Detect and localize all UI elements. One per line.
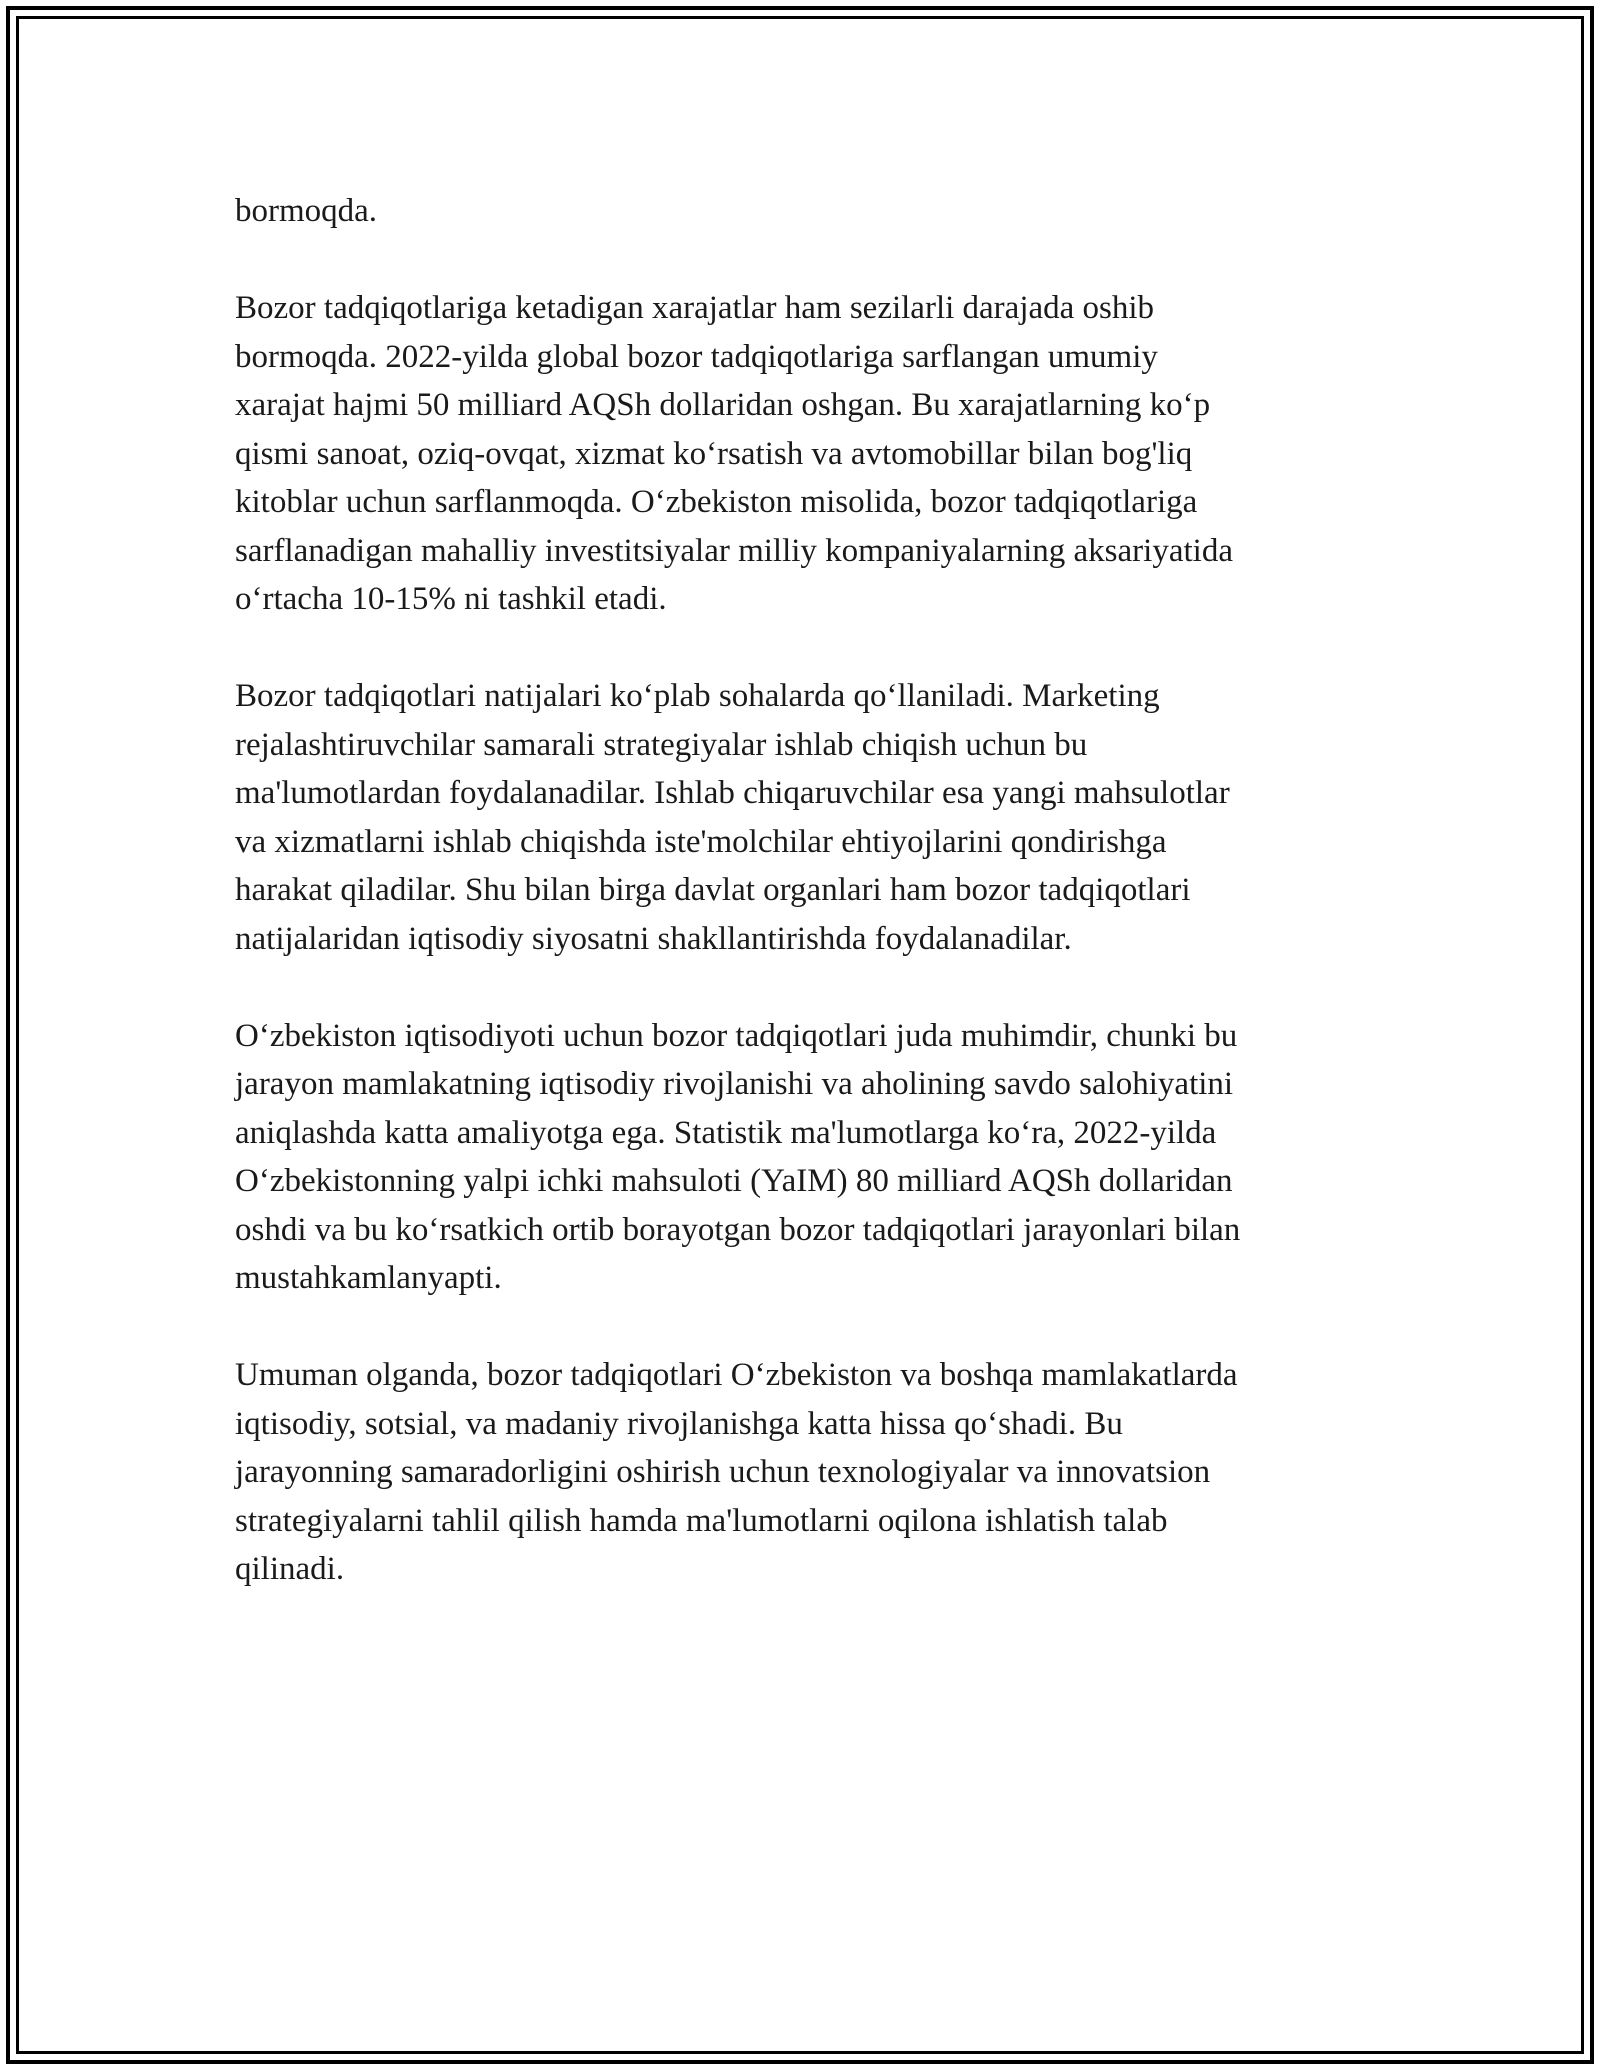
text-line: xarajat hajmi 50 milliard AQSh dollaridan oshgan. Bu xarajatlarning ko‘p xyxy=(235,387,1211,423)
text-line: iqtisodiy, sotsial, va madaniy rivojlanishga katta hissa qo‘shadi. Bu xyxy=(235,1405,1123,1442)
paragraph-2 xyxy=(235,284,1365,624)
text-line: jarayonning samaradorligini oshirish uchun texnologiyalar va innovatsion xyxy=(235,1454,1211,1490)
text-line: rejalashtiruvchilar samarali strategiyalar ishlab chiqish uchun bu xyxy=(235,726,1088,763)
document-body xyxy=(235,187,1365,1642)
text-line: harakat qiladilar. Shu bilan birga davlat organlari ham bozor tadqiqotlari xyxy=(235,872,1191,908)
paragraph-4 xyxy=(235,1012,1365,1303)
text-line: ma'lumotlardan foydalanadilar. Ishlab chiqaruvchilar esa yangi mahsulotlar xyxy=(235,775,1230,811)
text-line: O‘zbekiston iqtisodiyoti uchun bozor tadqiqotlari juda muhimdir, chunki bu xyxy=(235,1017,1238,1054)
text-line: Umuman olganda, bozor tadqiqotlari O‘zbekiston va boshqa mamlakatlarda xyxy=(235,1357,1238,1393)
text-line: kitoblar uchun sarflanmoqda. O‘zbekiston misolida, bozor tadqiqotlariga xyxy=(235,484,1198,520)
text-line: O‘zbekistonning yalpi ichki mahsuloti (YaIM) 80 milliard AQSh dollaridan xyxy=(235,1163,1233,1199)
text-line: sarflanadigan mahalliy investitsiyalar milliy kompaniyalarning aksariyatida xyxy=(235,532,1233,569)
paragraph-5 xyxy=(235,1351,1365,1594)
text-line: mustahkamlanyapti. xyxy=(235,1260,502,1296)
text-line: bormoqda. 2022-yilda global bozor tadqiqotlariga sarflangan umumiy xyxy=(235,338,1158,375)
text-line: oshdi va bu ko‘rsatkich ortib borayotgan bozor tadqiqotlari jarayonlari bilan xyxy=(235,1211,1241,1248)
text-line: va xizmatlarni ishlab chiqishda iste'molchilar ehtiyojlarini qondirishga xyxy=(235,823,1167,860)
text-line: Bozor tadqiqotlari natijalari ko‘plab sohalarda qo‘llaniladi. Marketing xyxy=(235,678,1160,714)
text-line: o‘rtacha 10-15% ni tashkil etadi. xyxy=(235,581,667,617)
text-line: qismi sanoat, oziq-ovqat, xizmat ko‘rsatish va avtomobillar bilan bog'liq xyxy=(235,435,1193,472)
text-line: Bozor tadqiqotlariga ketadigan xarajatlar ham sezilarli darajada oshib xyxy=(235,290,1155,326)
paragraph-1 xyxy=(235,187,1365,236)
text-line: natijalaridan iqtisodiy siyosatni shakllantirishda foydalanadilar. xyxy=(235,920,1072,957)
text-line: bormoqda. xyxy=(235,193,378,229)
text-line: jarayon mamlakatning iqtisodiy rivojlanishi va aholining savdo salohiyatini xyxy=(235,1066,1234,1102)
text-line: qilinadi. xyxy=(235,1551,345,1587)
text-line: aniqlashda katta amaliyotga ega. Statistik ma'lumotlarga ko‘ra, 2022-yilda xyxy=(235,1114,1217,1151)
text-line: strategiyalarni tahlil qilish hamda ma'lumotlarni oqilona ishlatish talab xyxy=(235,1502,1168,1539)
paragraph-3 xyxy=(235,672,1365,963)
